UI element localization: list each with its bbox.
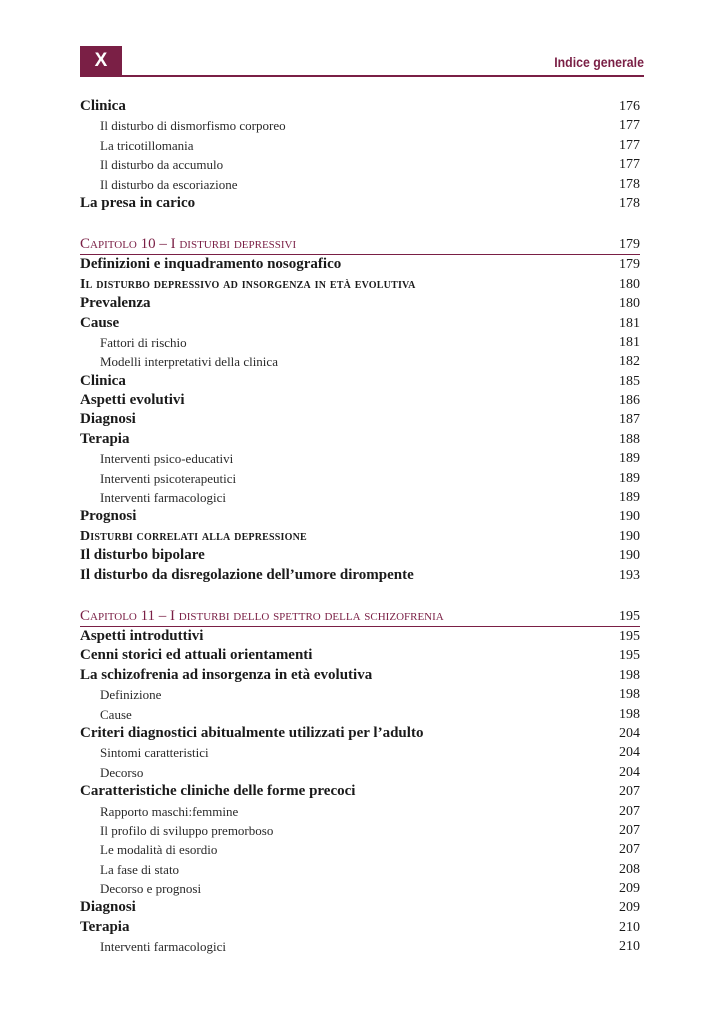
toc-entry[interactable] [80,194,640,213]
toc-entry-title: Definizioni e inquadramento nosografico [80,256,342,273]
section-gap [80,585,640,607]
toc-entry[interactable] [80,255,640,274]
table-of-contents [80,97,640,957]
toc-entry-title: Clinica [80,98,126,114]
toc-subentry[interactable] [80,860,640,879]
toc-page-number: 187 [619,412,640,428]
toc-entry-title: Il disturbo da disregolazione dell’umore dirompente [80,566,414,583]
toc-entry-title: Caratteristiche cliniche delle forme precoci [80,783,356,800]
toc-entry[interactable] [80,275,640,294]
toc-page-number: 180 [619,276,640,292]
toc-chapter-heading[interactable] [80,607,640,627]
toc-entry-title: La fase di stato [100,861,180,877]
toc-entry[interactable] [80,566,640,585]
toc-entry-title: Il disturbo bipolare [80,547,205,564]
toc-page-number: 180 [619,296,640,312]
toc-entry-title: Fattori di rischio [100,334,187,350]
toc-entry-title: Interventi farmacologici [100,490,226,506]
toc-subentry[interactable] [80,175,640,194]
toc-entry[interactable] [80,372,640,391]
toc-entry[interactable] [80,97,640,116]
toc-entry-title: Aspetti introduttivi [80,627,204,644]
toc-page-number: 195 [619,628,640,644]
toc-entry[interactable] [80,918,640,937]
toc-entry-title: Criteri diagnostici abitualmente utilizzati per l’adulto [80,724,424,741]
toc-page-number: 181 [619,334,640,350]
toc-page-number: 188 [619,431,640,447]
toc-entry-title: Interventi psicoterapeutici [100,470,237,486]
toc-entry[interactable] [80,646,640,665]
toc-subentry[interactable] [80,136,640,155]
toc-page-number: 207 [619,784,640,800]
toc-page-number: 182 [619,354,640,370]
toc-entry[interactable] [80,527,640,546]
toc-page-number: 189 [619,470,640,486]
toc-entry-title: Rapporto maschi:femmine [100,803,239,819]
toc-page-number: 210 [619,939,640,955]
toc-subentry[interactable] [80,155,640,174]
toc-page-number: 198 [619,706,640,722]
toc-page-number: 190 [619,528,640,544]
toc-page-number: 209 [619,900,640,916]
page-header [80,46,644,76]
toc-entry-title: Diagnosi [80,411,136,428]
toc-entry[interactable] [80,410,640,429]
toc-entry-title: La presa in carico [80,194,196,211]
toc-page-number: 190 [619,509,640,525]
toc-subentry[interactable] [80,116,640,135]
toc-page-number: 177 [619,118,640,134]
toc-page-number: 189 [619,451,640,467]
toc-entry-title: Prognosi [80,508,137,525]
toc-entry-title: Diagnosi [80,899,136,916]
toc-page-number: 193 [619,567,640,583]
toc-entry[interactable] [80,294,640,313]
toc-entry-title: Le modalità di esordio [100,842,218,858]
toc-entry-title: Clinica [80,372,126,389]
toc-entry[interactable] [80,314,640,333]
toc-chapter-heading[interactable] [80,235,640,255]
toc-entry[interactable] [80,898,640,917]
toc-subentry[interactable] [80,802,640,821]
toc-entry-title: Il profilo di sviluppo premorboso [100,822,274,838]
toc-page-number: 185 [619,373,640,389]
toc-page-number: 195 [619,608,640,624]
toc-subentry[interactable] [80,840,640,859]
toc-page-number: 179 [619,237,640,253]
toc-subentry[interactable] [80,705,640,724]
toc-entry-title: Il disturbo di dismorfismo corporeo [100,118,286,134]
toc-subentry[interactable] [80,449,640,468]
toc-subentry[interactable] [80,488,640,507]
toc-subentry[interactable] [80,352,640,371]
toc-subentry[interactable] [80,879,640,898]
toc-subentry[interactable] [80,821,640,840]
toc-entry-title: Interventi psico-educativi [100,451,234,467]
toc-entry-title: Decorso [100,764,144,780]
toc-subentry[interactable] [80,743,640,762]
toc-entry-title: Aspetti evolutivi [80,392,185,409]
toc-page-number: 198 [619,687,640,703]
toc-entry-title: Cause [100,706,132,722]
toc-entry[interactable] [80,666,640,685]
toc-entry[interactable] [80,627,640,646]
toc-page-number: 181 [619,315,640,331]
toc-page-number: 204 [619,745,640,761]
header-rule [80,75,644,77]
toc-subentry[interactable] [80,937,640,956]
toc-page-number: 179 [619,257,640,273]
toc-subentry[interactable] [80,469,640,488]
toc-entry-title: Cenni storici ed attuali orientamenti [80,647,313,664]
toc-page-number: 210 [619,919,640,935]
toc-entry-title: Sintomi caratteristici [100,745,209,761]
toc-page-number: 207 [619,842,640,858]
toc-entry-title: La schizofrenia ad insorgenza in età evolutiva [80,666,373,683]
toc-entry[interactable] [80,546,640,565]
toc-page-number: 208 [619,861,640,877]
toc-entry-title: Capitolo 11 – I disturbi dello spettro della schizofrenia [80,607,444,624]
toc-page-number: 198 [619,667,640,683]
toc-entry-title: Decorso e prognosi [100,881,202,897]
toc-page-number: 190 [619,548,640,564]
toc-page-number: 178 [619,195,640,211]
toc-page-number: 176 [619,99,640,114]
toc-entry-title: Definizione [100,687,162,703]
toc-page-number: 189 [619,490,640,506]
toc-entry[interactable] [80,391,640,410]
toc-subentry[interactable] [80,685,640,704]
toc-entry-title: Disturbi correlati alla depressione [80,528,307,544]
toc-subentry[interactable] [80,763,640,782]
page-number-tab: X [80,46,122,76]
toc-page-number: 186 [619,393,640,409]
toc-entry-title: Modelli interpretativi della clinica [100,354,278,370]
toc-subentry[interactable] [80,333,640,352]
running-title: Indice generale [554,54,644,70]
toc-entry[interactable] [80,507,640,526]
toc-entry[interactable] [80,724,640,743]
toc-entry-title: Interventi farmacologici [100,939,226,955]
toc-page-number: 207 [619,822,640,838]
toc-entry-title: Capitolo 10 – I disturbi depressivi [80,236,297,253]
toc-page-number: 177 [619,157,640,173]
toc-entry-title: Il disturbo depressivo ad insorgenza in età evolutiva [80,276,416,292]
section-gap [80,213,640,235]
toc-entry-title: La tricotillomania [100,137,194,153]
toc-page-number: 195 [619,648,640,664]
toc-page-number: 204 [619,725,640,741]
toc-entry-title: Il disturbo da accumulo [100,157,224,173]
toc-entry-title: Il disturbo da escoriazione [100,176,238,192]
toc-entry-title: Terapia [80,430,130,447]
toc-page-number: 178 [619,176,640,192]
toc-page-number: 204 [619,764,640,780]
toc-entry-title: Cause [80,314,120,331]
toc-page-number: 207 [619,803,640,819]
toc-entry-title: Terapia [80,918,130,935]
toc-page-number: 209 [619,881,640,897]
toc-entry[interactable] [80,782,640,801]
toc-entry[interactable] [80,430,640,449]
toc-page-number: 177 [619,137,640,153]
toc-entry-title: Prevalenza [80,295,151,312]
